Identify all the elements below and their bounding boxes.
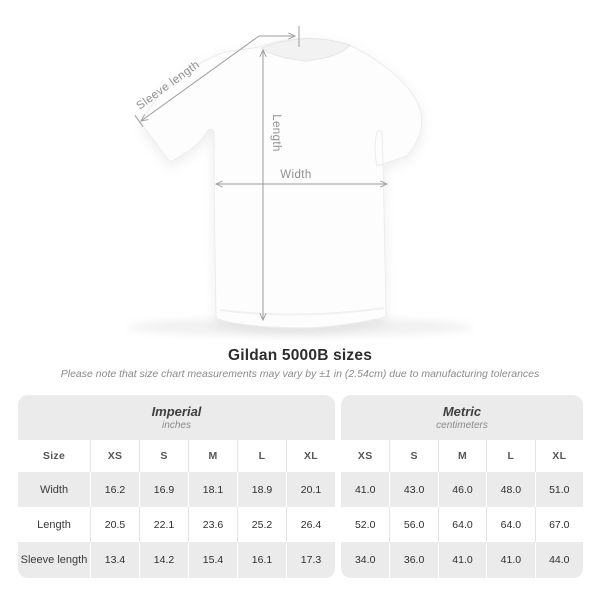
size-header: Size: [42, 450, 66, 462]
width-m-cm: 46.0: [438, 472, 486, 507]
width-xs-cm: 41.0: [354, 483, 376, 496]
sleeve-s-in: 14.2: [139, 542, 188, 578]
row-label-sleeve: Sleeve length: [20, 554, 88, 566]
size-s: S: [139, 440, 188, 472]
width-m-in: 18.1: [188, 472, 237, 507]
size-xl: XL: [286, 440, 335, 472]
size-m: M: [188, 440, 237, 472]
imperial-panel: [18, 395, 335, 578]
length-l-in: 25.2: [237, 507, 286, 542]
size-table: [18, 395, 583, 578]
size-s: S: [389, 440, 437, 472]
width-xs-in: 16.2: [90, 472, 139, 507]
width-xl-cm: 51.0: [535, 472, 583, 507]
sleeve-length-label: Sleeve length: [134, 58, 203, 113]
imperial-unit: inches: [162, 420, 191, 431]
length-s-in: 22.1: [139, 507, 188, 542]
size-xs: XS: [357, 450, 373, 462]
length-xs-in: 20.5: [90, 507, 139, 542]
size-l: L: [237, 440, 286, 472]
width-xl-in: 20.1: [286, 472, 335, 507]
width-l-in: 18.9: [237, 472, 286, 507]
sleeve-xs-in: 13.4: [90, 542, 139, 578]
length-xl-in: 26.4: [286, 507, 335, 542]
length-xl-cm: 67.0: [535, 507, 583, 542]
length-m-cm: 64.0: [438, 507, 486, 542]
length-m-in: 23.6: [188, 507, 237, 542]
page-title: Gildan 5000B sizes: [227, 347, 373, 364]
metric-panel: [341, 395, 583, 578]
size-xl: XL: [535, 440, 583, 472]
sleeve-xl-cm: 44.0: [535, 542, 583, 578]
length-row-imperial: [18, 507, 335, 542]
sleeve-s-cm: 36.0: [389, 542, 437, 578]
sleeve-xl-in: 17.3: [286, 542, 335, 578]
sleeve-m-cm: 41.0: [438, 542, 486, 578]
tolerance-note: Please note that size chart measurements may vary by ±1 in (2.54cm) due to manufacturing tolerances: [60, 368, 540, 380]
sleeve-xs-cm: 34.0: [354, 554, 376, 566]
width-row-metric: [341, 472, 583, 507]
sleeve-row-metric: [341, 542, 583, 578]
metric-label: Metric: [442, 404, 482, 419]
size-l: L: [486, 440, 534, 472]
sleeve-l-cm: 41.0: [486, 542, 534, 578]
size-header-row-imperial: [18, 440, 335, 472]
length-row-metric: [341, 507, 583, 542]
width-label: Width: [280, 169, 312, 181]
row-label-width: Width: [39, 483, 69, 496]
width-s-in: 16.9: [139, 472, 188, 507]
imperial-group-header: [18, 395, 335, 440]
size-xs: XS: [90, 440, 139, 472]
width-row-imperial: [18, 472, 335, 507]
length-s-cm: 56.0: [389, 507, 437, 542]
sleeve-row-imperial: [18, 542, 335, 578]
sleeve-l-in: 16.1: [237, 542, 286, 578]
width-l-cm: 48.0: [486, 472, 534, 507]
length-label: Length: [270, 114, 282, 152]
metric-group-header: [341, 395, 583, 440]
width-s-cm: 43.0: [389, 472, 437, 507]
row-label-length: Length: [37, 518, 71, 531]
size-m: M: [438, 440, 486, 472]
size-header-row-metric: [341, 440, 583, 472]
length-l-cm: 64.0: [486, 507, 534, 542]
length-xs-cm: 52.0: [354, 518, 376, 531]
imperial-label: Imperial: [151, 404, 202, 419]
sleeve-m-in: 15.4: [188, 542, 237, 578]
metric-unit: centimeters: [436, 420, 488, 431]
